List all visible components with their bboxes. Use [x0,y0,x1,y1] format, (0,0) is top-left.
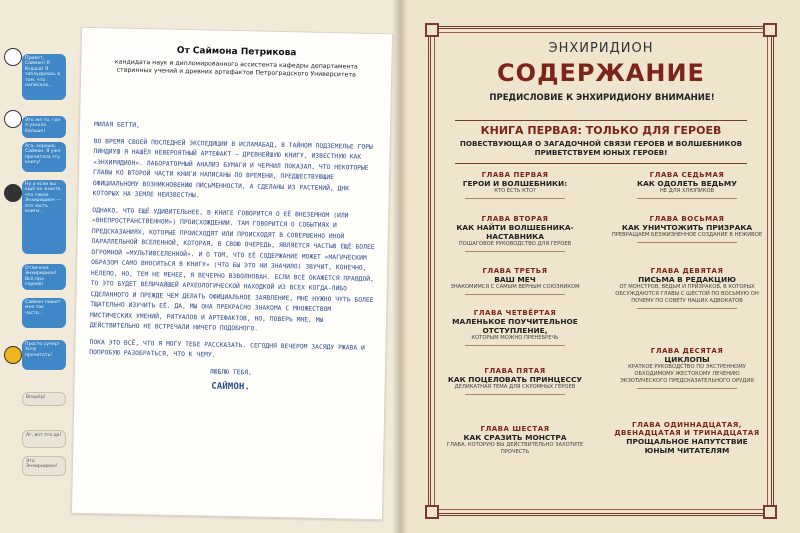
chat-bubble: Аг, вот это да! [22,430,66,448]
avatar [4,346,22,364]
chapter-divider [637,308,737,309]
chapter-number: ГЛАВА СЕДЬМАЯ [649,171,725,179]
divider [455,163,747,164]
avatar [4,48,22,66]
chapter-number: ГЛАВА ПЕРВАЯ [481,171,549,179]
avatar [4,110,22,128]
chapter-description: ОТ МОНСТРОВ, ВЕДЬМ И ПРИЗРАКОВ, В КОТОРЫХ ОБСУЖДАЮТСЯ ГЛАВЫ С ШЕСТОЙ ПО ВОСЬМУЮ ОН ПОЧЕМУ ПО СОВЕТУ НАШИХ АДВОКАТОВ [615,284,759,304]
chapter-description: ПРЕВРАЩАЕМ БЕЗЖИЗНЕННОЕ СОЗДАНИЕ В НЕЖИВОЕ [611,232,763,238]
chapter-entry [439,267,591,295]
chapter-number: ГЛАВА ТРЕТЬЯ [482,267,548,275]
chat-bubble: Ну а если вы ещё не знаете, что такое Энхиридион — это часть книги... [22,180,66,254]
chapter-entry [611,421,763,455]
contents-frame [428,26,774,516]
letter-paragraph: ОДНАКО, ЧТО ЕЩЁ УДИВИТЕЛЬНЕЕ, В КНИГЕ ГОВОРИТСЯ О ЕЁ ВНЕЗЕМНОМ (ИЛИ «ВНЕПРОСТРАНСТВЕННОМ») ПРОИСХОЖДЕНИИ. ТАМ ГОВОРИТСЯ О СОБЫТИЯХ И ПРЕДСКАЗАНИЯХ, КОТОРЫЕ ПРОИСХОДЯТ ИЛИ ПРОИСХОДЯТ В СОВЕРШЕННО ИНОЙ ПАРАЛЛЕЛЬНОЙ ВСЕЛЕННОЙ, КОТОРАЯ, В СВОЮ ОЧЕРЕДЬ, ЯВЛЯЕТСЯ ЧАСТЬЮ ЕЩЁ БОЛЕЕ ОГРОМНОЙ «МУЛЬТИВСЕЛЕННОЙ». И О ТОМ, ЧТО ЕЁ СОДЕРЖАНИЕ МОЖЕТ «МАГИЧЕСКИМ ОБРАЗОМ САМО ВНОСИТЬСЯ В КНИГУ» (ЧТО БЫ ЭТО НИ ЗНАЧИЛО) ЗВУЧИТ, КОНЕЧНО, НЕЛЕПО, НО, ТЕМ НЕ МЕНЕЕ, Я ВЕЧЕРНО ВЗВОЛНОВАН. ЕСЛИ ВСЁ ОКАЖЕТСЯ ПРАВДОЙ, ТО ЭТО БУДЕТ ВЕЛИЧАЙШЕЙ АРХЕОЛОГИЧЕСКОЙ НАХОДКОЙ ИЗ ВСЕХ КОГДА-ЛИБО СДЕЛАННОГО И ПРЕЖДЕ ЧЕМ ДЕЛАТЬ ОФИЦИАЛЬНОЕ ЗАЯВЛЕНИЕ, МНЕ НУЖНО ЧУТЬ БОЛЕЕ ТЩАТЕЛЬНО ИЗУЧИТЬ ЕЁ. ДА, МЫ ОНА ПРЕКРАСНО ЗНАКОМА С МНОЖЕСТВОМ МИСТИЧЕСКИХ УМЕНИЙ, РИТУАЛОВ И АРТЕФАКТОВ, НО, ПОВЕРЬ МНЕ, МЫ ДЕЙСТВИТЕЛЬНО НЕ ВСТРЕЧАЛИ НИЧЕГО ПОДОБНОГО. [89,206,375,333]
frame-corner [425,505,439,519]
letter-paragraph: ПОКА ЭТО ВСЁ, ЧТО Я МОГУ ТЕБЕ РАССКАЗАТЬ. СЕГОДНЯ ВЕЧЕРОМ ЗАСЯДУ РЖАВА И ПОПРОБУЮ РАЗОБРАТЬСЯ, ЧТО К ЧЕМУ. [89,338,365,359]
chapter-description: КТО ЕСТЬ КТО? [494,188,536,194]
chat-strip [4,40,68,510]
frame-corner [425,23,439,37]
chapter-title: КАК ОДОЛЕТЬ ВЕДЬМУ [637,179,737,188]
chapter-number: ГЛАВА ПЯТАЯ [484,367,546,375]
chapter-description: ГЛАВА, КОТОРУЮ ВЫ ДЕЙСТВИТЕЛЬНО ЗАХОТИТЕ ПРОЧЕСТЬ [446,442,584,455]
chapter-title: МАЛЕНЬКОЕ ПОУЧИТЕЛЬНОЕ ОТСТУПЛЕНИЕ, [452,317,578,335]
chapter-title: КАК ПОЦЕЛОВАТЬ ПРИНЦЕССУ [447,375,583,384]
chapter-title: ВАШ МЕЧ [494,275,536,284]
chapter-divider [637,198,737,199]
letter-heading: От Саймона Петрикова [176,45,297,59]
chapter-entry [611,215,763,243]
chapter-number: ГЛАВА ДЕСЯТАЯ [650,347,724,355]
chapter-entry [439,425,591,456]
chapter-number: ГЛАВА ЧЕТВЁРТАЯ [473,309,557,317]
chapter-divider [465,294,565,295]
chat-bubble: Ага, хорошо, Саймон. Я уже прочитала эту книгу! [22,142,66,172]
chapter-description: НЕ ДЛЯ ХЛЮПИКОВ [659,188,715,194]
book-part-subtitle: ПОВЕСТВУЮЩАЯ О ЗАГАДОЧНОЙ СВЯЗИ ГЕРОЕВ И ВОЛШЕБНИКОВ ПРИВЕТСТВУЕМ ЮНЫХ ГЕРОЕВ! [459,139,743,157]
letter-subheading: кандидата наук и дипломированного ассистента кафедры департамента старинных учений и древних артефактов Петроградского Университета [114,58,358,79]
chapter-description: КОТОРЫМ МОЖНО ПРЕНЕБРЕЧЬ [471,335,559,341]
preface-entry: ПРЕДИСЛОВИЕ К ЭНХИРИДИОНУ ВНИМАНИЕ! [489,93,715,103]
chapter-entry [439,309,591,346]
frame-corner [763,23,777,37]
chapter-description: ДЕЛИКАТНАЯ ТЕМА ДЛЯ СКРОМНЫХ ГЕРОЕВ [454,384,576,390]
chapter-title: КАК НАЙТИ ВОЛШЕБНИКА-НАСТАВНИКА [456,223,574,241]
chapter-divider [465,345,565,346]
letter-sheet [71,27,393,520]
chat-bubble: Просто супер! Хочу прочитать! [22,340,66,370]
chapter-title: ПРОЩАЛЬНОЕ НАПУТСТВИЕ ЮНЫМ ЧИТАТЕЛЯМ [626,437,748,455]
chapter-title: ЦИКЛОПЫ [664,355,710,364]
chapter-number: ГЛАВА ДЕВЯТАЯ [650,267,724,275]
avatar [4,184,22,202]
chat-bubble: Отличная Энхиридион! Всё про героев! [22,264,66,290]
chapter-entry [611,347,763,389]
chapter-number: ГЛАВА ОДИННАДЦАТАЯ, ДВЕНАДЦАТАЯ И ТРИНАДЦАТАЯ [614,421,760,437]
page-gutter [392,0,408,533]
chat-bubble: Это Энхиридион! [22,456,66,476]
chat-bubble: Привет, Саймон! Я Ксюша! Я заблудилась в том, что написала... [22,54,66,100]
letter-body [89,120,379,395]
chapter-number: ГЛАВА ВОСЬМАЯ [649,215,725,223]
letter-signature: САЙМОН. [211,381,251,393]
chapter-title: КАК УНИЧТОЖИТЬ ПРИЗРАКА [621,223,753,232]
chapter-description: ПОШАГОВОЕ РУКОВОДСТВО ДЛЯ ГЕРОЕВ [458,241,572,247]
book-name: ЭНХИРИДИОН [548,41,654,56]
chapter-divider [465,251,565,252]
book-part-title: КНИГА ПЕРВАЯ: ТОЛЬКО ДЛЯ ГЕРОЕВ [480,124,722,137]
chat-bubble: Саймон пишет мне так часто... [22,298,66,328]
chapter-divider [637,388,737,389]
chapter-title: ГЕРОИ И ВОЛШЕБНИКИ: [462,179,568,188]
chapter-entry [611,171,763,199]
chapter-title: КАК СРАЗИТЬ МОНСТРА [463,433,567,442]
chapter-number: ГЛАВА ШЕСТАЯ [480,425,550,433]
chapter-divider [465,198,565,199]
letter-paragraph: ВО ВРЕМЯ СВОЕЙ ПОСЛЕДНЕЙ ЭКСПЕДИЦИИ В ИСЛАМАБАД, В ТАЙНОМ ПОДЗЕМЕЛЬЕ ГОРЫ ПИНДИУШ Я НАШЁЛ НЕВЕРОЯТНЫЙ АРТЕФАКТ — ДРЕВНЕЙШУЮ КНИГУ, ИЗВЕСТНУЮ КАК «ЭНХИРИДИОН». ЛАБОРАТОРНЫЙ АНАЛИЗ БУМАГИ И ЧЕРНИЛ ПОКАЗАЛ, ЧТО НЕКОТОРЫЕ ГЛАВЫ КО ВТОРОЙ ЧАСТИ КНИГИ НАПИСАНЫ ПО ВРЕМЕНИ, ПРЕДШЕСТВУЮЩИЕ ОФИЦИАЛЬНОМУ ВОЗНИКНОВЕНИЮ ПИСЬМЕННОСТИ, А СДЕЛАНЫ ИЗ РАСТЕНИЙ, ДНК КОТОРЫХ НА ЗЕМЛЕ НЕИЗВЕСТНЫ. [92,137,374,200]
chapter-entry [439,367,591,395]
chapter-title: ПИСЬМА В РЕДАКЦИЮ [638,275,736,284]
chapter-entry [611,267,763,309]
chapter-description: ЗНАКОМИМСЯ С САМЫМ ВЕРНЫМ СОЮЗНИКОМ [450,284,580,290]
chapter-description: КРАТКОЕ РУКОВОДСТВО ПО ЭКСТРЕННОМУ ОБХОДИМОМУ ЖЕСТОКОМУ ЛЕЧЕНИЮ ЭКЗОТИЧЕСКОГО ПРЕДСКАЗАТЕЛЬНОГО ОРУДИЯ [620,364,754,384]
divider [455,120,747,121]
chat-bubble: Это же то, где я узнала больше! [22,116,66,138]
chapter-divider [637,242,737,243]
chat-bubble: Вперёд! [22,392,66,406]
chapter-entry [439,171,591,199]
chapter-divider [465,394,565,395]
frame-corner [763,505,777,519]
chapter-entry [439,215,591,252]
letter-closing: ЛЮБЛЮ ТЕБЯ, [209,368,253,376]
letter-greeting: МИЛАЯ БЕТТИ, [94,121,141,130]
contents-title: СОДЕРЖАНИЕ [497,59,705,87]
chapter-number: ГЛАВА ВТОРАЯ [481,215,549,223]
